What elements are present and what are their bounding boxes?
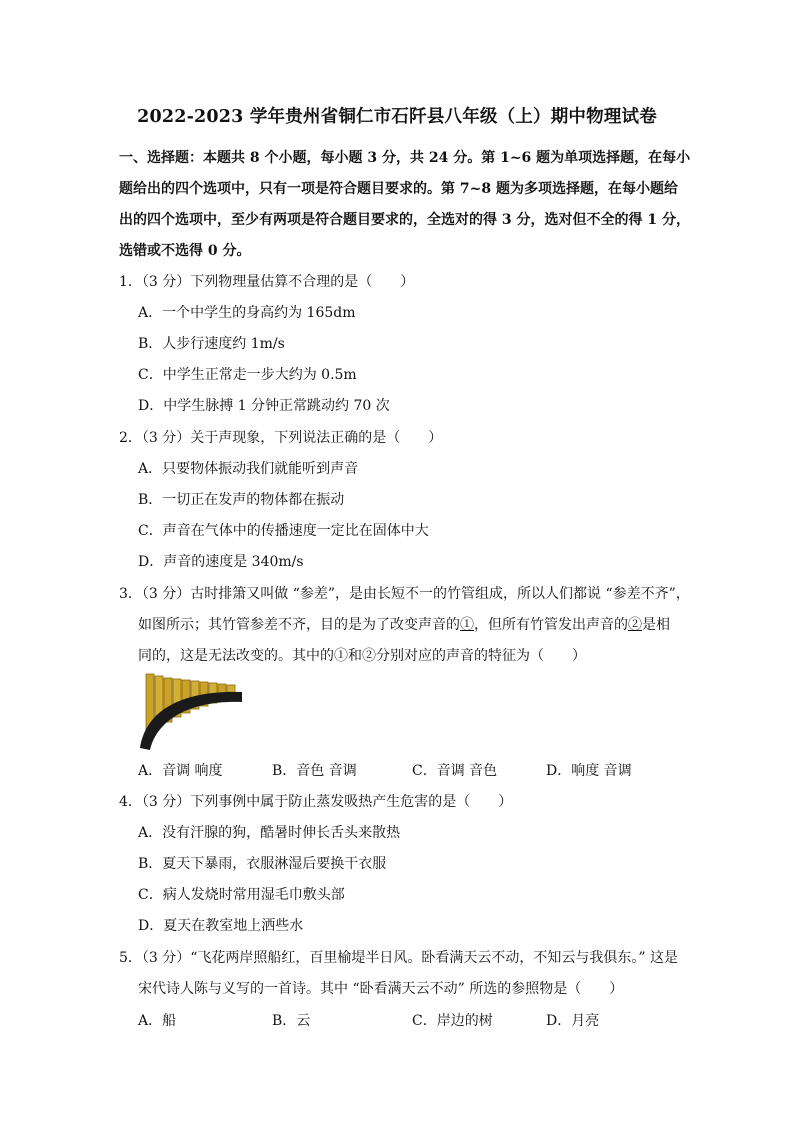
question-3-stem-text: ，但所有竹管发出声音的 (474, 617, 628, 633)
question-5-option-c: C．岸边的树 (412, 1013, 493, 1029)
section-instruction-line: 出的四个选项中，至少有两项是符合题目要求的，全选对的得 3 分，选对但不全的得 1 分， (119, 212, 690, 228)
question-1-stem: 1．（3 分）下列物理量估算不合理的是（ ） (119, 274, 415, 290)
question-2-option-b: B．一切正在发声的物体都在振动 (138, 492, 345, 508)
question-2-stem: 2．（3 分）关于声现象，下列说法正确的是（ ） (119, 430, 443, 446)
question-4-stem: 4．（3 分）下列事例中属于防止蒸发吸热产生危害的是（ ） (119, 794, 513, 810)
question-2-option-c: C．声音在气体中的传播速度一定比在固体中大 (138, 523, 429, 539)
question-3-stem-line1: 3．（3 分）古时排箫又叫做 “参差”，是由长短不一的竹管组成，所以人们都说 “参差不齐”， (119, 586, 690, 602)
question-3-stem-text: 是相 (642, 617, 670, 633)
section-instruction-line: 选错或不选得 0 分。 (119, 243, 251, 259)
question-5-stem-line2: 宋代诗人陈与义写的一首诗。其中 “卧看满天云不动” 所选的参照物是（ ） (138, 981, 624, 997)
question-1-option-d: D．中学生脉搏 1 分钟正常跳动约 70 次 (138, 398, 390, 414)
question-3-stem-line2 (138, 614, 670, 634)
question-3-mark-2: ② (628, 617, 642, 633)
exam-title: 2022-2023 学年贵州省铜仁市石阡县八年级（上）期中物理试卷 (137, 107, 657, 127)
question-5-option-d: D．月亮 (546, 1013, 600, 1029)
question-1-option-a: A．一个中学生的身高约为 165dm (138, 305, 356, 321)
panpipe-figure (136, 668, 246, 752)
question-4-option-a: A．没有汗腺的狗，酷暑时伸长舌头来散热 (138, 825, 401, 841)
question-4-option-b: B．夏天下暴雨，衣服淋湿后要换干衣服 (138, 856, 387, 872)
question-3-stem-text: 如图所示；其竹管参差不齐，目的是为了改变声音的 (138, 617, 460, 633)
question-3-option-d: D．响度 音调 (546, 763, 632, 779)
question-1-option-b: B．人步行速度约 1m/s (138, 336, 285, 352)
question-4-option-d: D．夏天在教室地上洒些水 (138, 918, 304, 934)
question-5-option-b: B．云 (272, 1013, 311, 1029)
question-5-stem-line1: 5．（3 分）“飞花两岸照船红，百里榆堤半日风。卧看满天云不动，不知云与我俱东。” 这是 (119, 950, 679, 966)
question-3-option-c: C．音调 音色 (412, 763, 498, 779)
question-4-option-c: C．病人发烧时常用湿毛巾敷头部 (138, 887, 345, 903)
section-instruction-line: 题给出的四个选项中，只有一项是符合题目要求的。第 7~8 题为多项选择题，在每小题给 (119, 181, 678, 197)
question-3-stem-line3: 同的，这是无法改变的。其中的①和②分别对应的声音的特征为（ ） (138, 648, 586, 664)
question-3-mark-1: ① (460, 617, 474, 633)
question-1-option-c: C．中学生正常走一步大约为 0.5m (138, 367, 357, 383)
section-instruction-line: 一、选择题：本题共 8 个小题，每小题 3 分，共 24 分。第 1~6 题为单项选择题，在每小 (119, 150, 691, 166)
question-2-option-a: A．只要物体振动我们就能听到声音 (138, 461, 359, 477)
question-2-option-d: D．声音的速度是 340m/s (138, 554, 304, 570)
question-5-option-a: A．船 (138, 1013, 177, 1029)
question-3-option-b: B．音色 音调 (272, 763, 357, 779)
question-3-option-a: A．音调 响度 (138, 763, 223, 779)
